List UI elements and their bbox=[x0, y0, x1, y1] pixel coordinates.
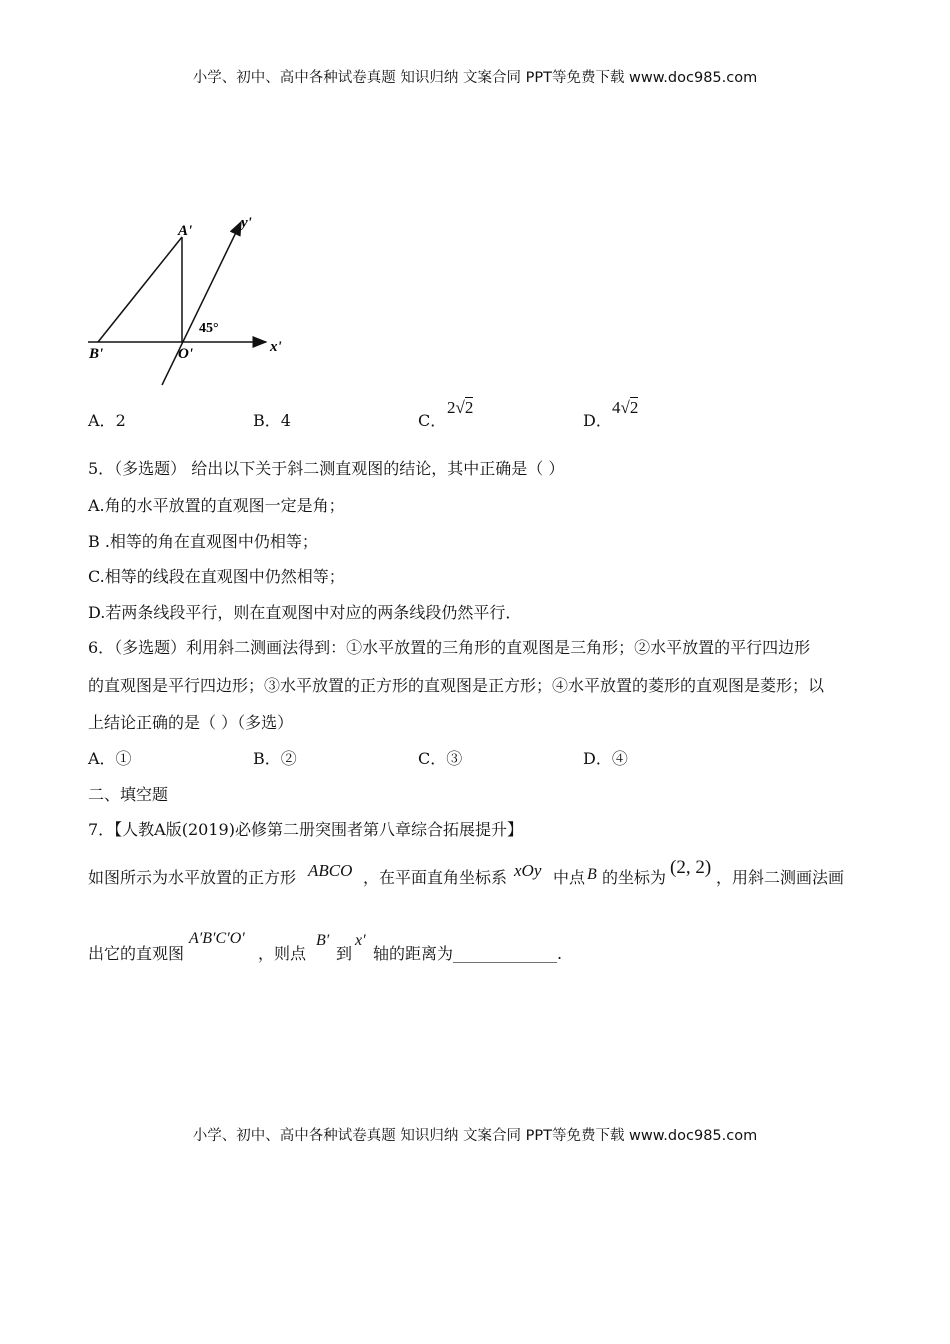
page-footer: 小学、初中、高中各种试卷真题 知识归纳 文案合同 PPT等免费下载 www.doc985.com bbox=[192, 1128, 758, 1144]
q7-math-xoy: xOy bbox=[514, 861, 542, 880]
q4-option-b: B．4 bbox=[253, 411, 291, 430]
q4-option-d: D． bbox=[583, 411, 612, 430]
q5-option-d: D.若两条线段平行，则在直观图中对应的两条线段仍然平行． bbox=[88, 603, 522, 622]
q4-option-c: C． bbox=[418, 411, 447, 430]
page-header: 小学、初中、高中各种试卷真题 知识归纳 文案合同 PPT等免费下载 www.doc985.com bbox=[192, 70, 758, 86]
q6-stem-line1: 6．（多选题）利用斜二测画法得到：①水平放置的三角形的直观图是三角形；②水平放置的平行四边形 bbox=[88, 638, 811, 657]
q7-math-b: B bbox=[587, 866, 597, 883]
q6-option-d: D．④ bbox=[583, 749, 628, 768]
q7-text-1: 如图所示为水平放置的正方形 bbox=[88, 868, 297, 887]
q7-math-coord: (2, 2) bbox=[670, 857, 712, 878]
q7-text-2: ，在平面直角坐标系 bbox=[363, 868, 508, 887]
q5-stem: 5．（多选题） 给出以下关于斜二测直观图的结论，其中正确是（ ） bbox=[88, 459, 565, 478]
q5-option-c: C.相等的线段在直观图中仍然相等； bbox=[88, 567, 345, 586]
label-a: A' bbox=[178, 223, 193, 239]
segment-ab bbox=[98, 237, 182, 342]
q4-option-c-value: 2√2 bbox=[447, 398, 474, 417]
q7-text-3: 中点 bbox=[553, 868, 586, 887]
q6-option-c: C．③ bbox=[418, 749, 463, 768]
q5-option-a: A.角的水平放置的直观图一定是角； bbox=[88, 496, 345, 515]
label-y: y' bbox=[241, 215, 252, 231]
label-x: x' bbox=[270, 339, 282, 355]
section-title: 二、填空题 bbox=[88, 785, 169, 804]
q6-option-b: B．② bbox=[253, 749, 297, 768]
q5-option-b: B .相等的角在直观图中仍相等； bbox=[88, 532, 318, 551]
q7-math-x2: x′ bbox=[355, 932, 366, 949]
q4-option-a: A．2 bbox=[88, 411, 126, 430]
q7-math-b2: B′ bbox=[316, 932, 330, 949]
q7-text-4: 的坐标为 bbox=[602, 868, 667, 887]
q7-text-7: ，则点 bbox=[258, 944, 307, 963]
angle-label: 45° bbox=[199, 321, 219, 336]
oblique-figure bbox=[80, 205, 300, 390]
q7-text-5: ，用斜二测画法画 bbox=[716, 868, 845, 887]
label-o: O' bbox=[178, 346, 193, 362]
q6-option-a: A．① bbox=[88, 749, 132, 768]
q6-stem-line2: 的直观图是平行四边形；③水平放置的正方形的直观图是正方形；④水平放置的菱形的直观图是菱形；以 bbox=[88, 676, 825, 695]
q7-text-9: 轴的距离为_____________. bbox=[373, 944, 563, 963]
q7-math-abco2: A′B′C′O′ bbox=[189, 930, 245, 947]
q7-text-6: 出它的直观图 bbox=[88, 944, 185, 963]
q4-option-d-value: 4√2 bbox=[612, 398, 639, 417]
q7-math-abco: ABCO bbox=[308, 861, 353, 880]
label-b: B' bbox=[89, 346, 104, 362]
q7-text-8: 到 bbox=[336, 944, 353, 963]
q7-title: 7．【人教A版(2019)必修第二册突围者第八章综合拓展提升】 bbox=[88, 820, 523, 839]
q6-stem-line3: 上结论正确的是（ ）（多选） bbox=[88, 713, 294, 732]
